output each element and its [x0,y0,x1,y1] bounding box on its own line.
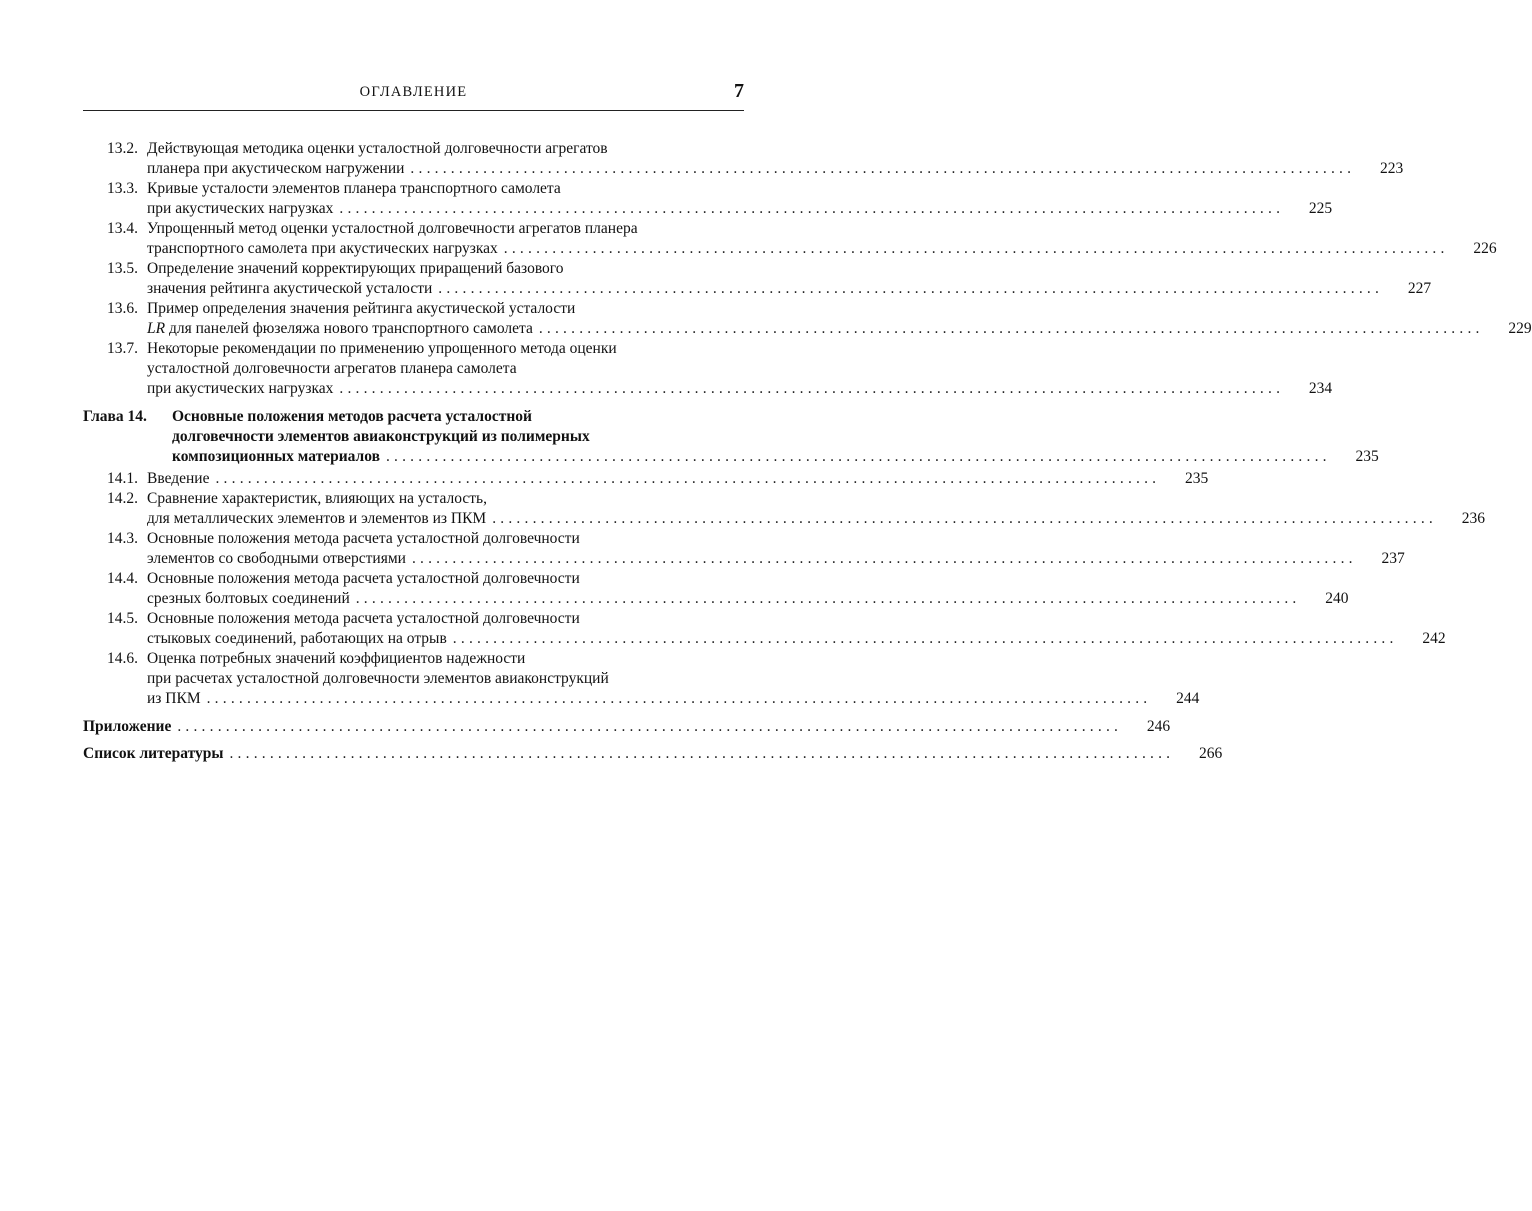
toc-entry[interactable] [83,569,1349,609]
section-title-line [147,379,333,399]
italic-symbol: LR [147,320,166,337]
section-number: 14.5. [107,610,138,627]
chapter-title-line: долговечности элементов авиаконструкций из полимерных [172,428,590,445]
section-title-line [147,509,486,529]
section-number: 13.2. [107,140,138,157]
section-title-text: при акустических нагрузках [147,200,334,217]
section-title-line: Оценка потребных значений коэффициентов надежности [147,650,526,667]
section-title-line: Пример определения значения рейтинга акустической усталости [147,300,576,317]
section-title-text: транспортного самолета при акустических нагрузках [147,240,498,257]
table-of-contents [83,139,1532,764]
leader-dots: ..................................................................................................................... [503,240,1449,257]
header-page-number: 7 [734,80,744,102]
page-ref: 236 [1461,510,1485,527]
section-title-text: Введение [147,470,210,487]
section-title-line: Действующая методика оценки усталостной долговечности агрегатов [147,140,608,157]
page-ref: 234 [1308,380,1333,397]
page-ref: 229 [1508,320,1532,337]
chapter-title-line: композиционных материалов [172,448,380,465]
page-ref: 225 [1308,200,1333,217]
section-title-text: планера при акустическом нагружении [147,160,405,177]
section-title-line: Основные положения метода расчета усталостной долговечности [147,610,580,627]
section-title-text: значения рейтинга акустической усталости [147,280,433,297]
section-title-text: элементов со свободными отверстиями [147,550,406,567]
section-title-line [147,549,406,569]
toc-appendix[interactable] [83,717,1171,737]
running-header [83,80,744,111]
page-ref: 242 [1422,630,1446,647]
section-title-text: срезных болтовых соединений [147,590,350,607]
section-title-line [147,159,404,179]
bibliography-label: Список литературы [83,745,224,762]
section-title-line [147,689,201,709]
chapter-title-line: Основные положения методов расчета усталостной [172,408,532,425]
section-number: 14.2. [107,490,138,507]
leader-dots: ..................................................................................................................... [492,510,1437,527]
header-title: ОГЛАВЛЕНИЕ [359,84,468,100]
leader-dots: ..................................................................................................................... [538,320,1484,337]
section-title-line [147,199,333,219]
page-ref: 227 [1407,280,1432,297]
page-ref: 240 [1325,590,1349,607]
toc-entry[interactable] [83,299,1532,339]
leader-dots: ..................................................................................................................... [177,718,1123,735]
section-number: 13.6. [107,300,138,317]
leader-dots: ..................................................................................................................... [339,200,1285,217]
section-title-line [147,239,498,259]
page-ref: 223 [1379,160,1404,177]
toc-entry[interactable] [83,139,1404,179]
section-title-text: из ПКМ [147,690,201,707]
toc-entry[interactable] [83,179,1333,219]
toc-entry[interactable] [83,489,1485,529]
section-title-line: при расчетах усталостной долговечности элементов авиаконструкций [147,670,609,687]
section-number: 14.3. [107,530,138,547]
toc-entry[interactable] [83,529,1405,569]
page-ref: 244 [1176,690,1200,707]
section-number: 13.4. [107,220,138,237]
page-ref: 235 [1355,448,1379,465]
section-title-text: при акустических нагрузках [147,380,334,397]
section-title-line: Сравнение характеристик, влияющих на усталость, [147,490,487,507]
section-number: 14.4. [107,570,138,587]
toc-entry[interactable] [83,609,1446,649]
toc-entry[interactable] [83,339,1333,399]
section-number: 14.1. [107,470,138,487]
section-title-text: для панелей фюзеляжа нового транспортного самолета [165,320,533,337]
toc-bibliography[interactable] [83,744,1223,764]
leader-dots: ..................................................................................................................... [411,550,1357,567]
section-title-line: усталостной долговечности агрегатов планера самолета [147,360,517,377]
section-title-line: Основные положения метода расчета усталостной долговечности [147,530,580,547]
page-ref: 235 [1185,470,1209,487]
section-number: 13.7. [107,340,138,357]
leader-dots: ..................................................................................................................... [215,470,1161,487]
leader-dots: ..................................................................................................................... [229,745,1175,762]
leader-dots: ..................................................................................................................... [438,280,1384,297]
leader-dots: ..................................................................................................................... [410,160,1356,177]
section-title-line [147,589,350,609]
appendix-label: Приложение [83,718,172,735]
page-ref: 237 [1381,550,1405,567]
section-title-text: стыковых соединений, работающих на отрыв [147,630,447,647]
section-title-line: Кривые усталости элементов планера транспортного самолета [147,180,561,197]
toc-chapter-14[interactable] [83,407,1379,467]
leader-dots: ..................................................................................................................... [355,590,1301,607]
page-ref: 246 [1146,718,1171,735]
chapter-label: Глава 14. [83,408,147,425]
section-title-line: Основные положения метода расчета усталостной долговечности [147,570,580,587]
page-ref: 226 [1473,240,1497,257]
section-title-line: Некоторые рекомендации по применению упрощенного метода оценки [147,340,617,357]
toc-entry[interactable] [83,259,1432,299]
leader-dots: ..................................................................................................................... [452,630,1398,647]
toc-entry[interactable] [83,219,1497,259]
section-title-line: Упрощенный метод оценки усталостной долговечности агрегатов планера [147,220,638,237]
section-title-text: для металлических элементов и элементов из ПКМ [147,510,487,527]
leader-dots: ..................................................................................................................... [385,448,1331,465]
section-title-line [147,319,533,339]
section-number: 13.3. [107,180,138,197]
section-title-line: Определение значений корректирующих приращений базового [147,260,564,277]
section-title-line [147,629,447,649]
leader-dots: ..................................................................................................................... [206,690,1152,707]
leader-dots: ..................................................................................................................... [339,380,1285,397]
section-number: 14.6. [107,650,138,667]
toc-entry[interactable] [83,649,1200,709]
page-ref: 266 [1199,745,1223,762]
section-title-line [147,279,432,299]
section-number: 13.5. [107,260,138,277]
toc-entry[interactable] [83,469,1209,489]
